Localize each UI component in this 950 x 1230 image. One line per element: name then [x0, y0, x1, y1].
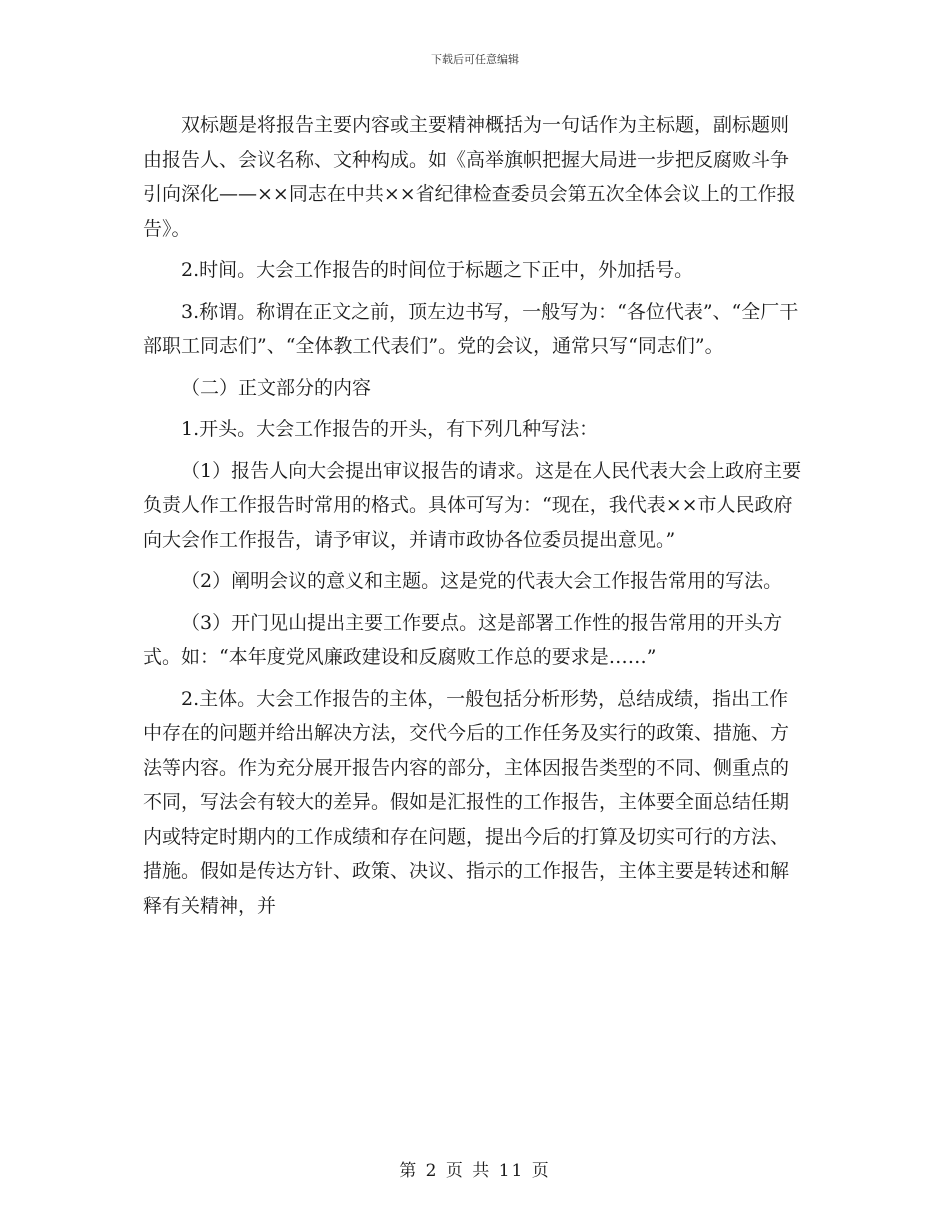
page-number: 第 2 页 共 11 页 [399, 1161, 551, 1181]
paragraph-time: 2.时间。大会工作报告的时间位于标题之下正中，外加括号。 [181, 259, 694, 281]
paragraph-main-body: 2.主体。大会工作报告的主体，一般包括分析形势，总结成绩，指出工作中存在的问题并给出解决方法，交代今后的工作任务及实行的政策、措施、方法等内容。作为充分展开报告内容的部分，主体因报告类型的不同、侧重点的不同，写法会有较大的差异。假如是汇报性的工作报告，主体要全面总结任期内或特定时期内的工作成绩和存在问题，提出今后的打算及切实可行的方法、措施。假如是传达方针、政策、决议、指示的工作报告，主体主要是转述和解释有关精神，并 [143, 687, 790, 917]
paragraph-opening-1: （1）报告人向大会提出审议报告的请求。这是在人民代表大会上政府主要负责人作工作报告时常用的格式。具体可写为：“现在，我代表××市人民政府向大会作工作报告，请予审议，并请市政协各位委员提出意见。” [143, 459, 802, 551]
page-header-note: 下载后可任意编辑 [431, 53, 519, 66]
paragraph-double-title: 双标题是将报告主要内容或主要精神概括为一句话作为主标题，副标题则由报告人、会议名称、文种构成。如《高举旗帜把握大局进一步把反腐败斗争引向深化——××同志在中共××省纪律检查委员会第五次全体会议上的工作报告》。 [143, 114, 796, 240]
document-body [143, 108, 807, 923]
paragraph-opening: 1.开头。大会工作报告的开头，有下列几种写法： [181, 418, 599, 440]
section-heading-body-content: （二）正文部分的内容 [181, 376, 372, 399]
paragraph-opening-2: （2）阐明会议的意义和主题。这是党的代表大会工作报告常用的写法。 [181, 570, 783, 592]
paragraph-opening-3: （3）开门见山提出主要工作要点。这是部署工作性的报告常用的开头方式。如：“本年度党风廉政建设和反腐败工作总的要求是……” [143, 611, 783, 668]
paragraph-salutation: 3.称谓。称谓在正文之前，顶左边书写，一般写为：“各位代表”、“全厂干部职工同志们”、“全体教工代表们”。党的会议，通常只写“同志们”。 [143, 300, 799, 357]
